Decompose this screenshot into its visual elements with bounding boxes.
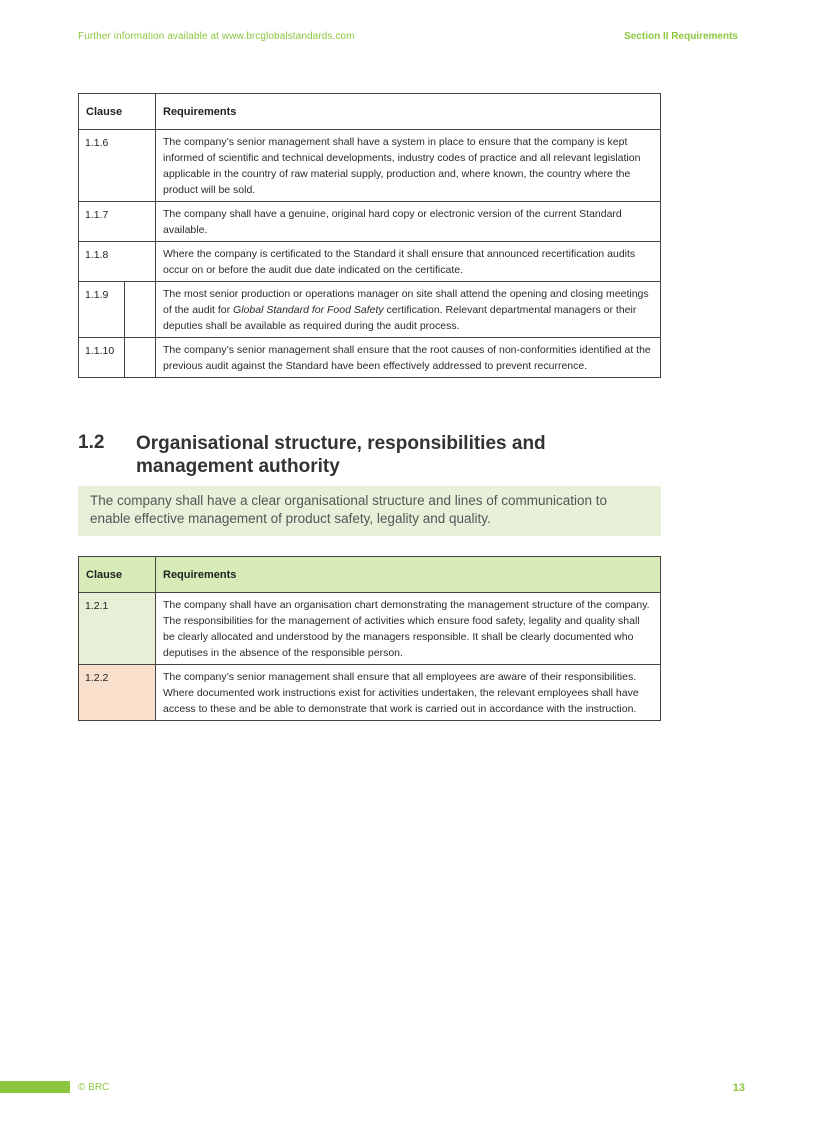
empty-cell: [125, 338, 156, 378]
requirement-text-part: The most senior production or operations manager on site shall attend the opening and closing meetings of the audit for: [163, 288, 649, 316]
requirement-text: The company’s senior management shall ensure that all employees are aware of their responsibilities. Where documented work instructions exist for activities undertaken, the relevant employees shall have access to these and be able to demonstrate that work is carried out in accordance with the instruction.: [156, 665, 661, 721]
requirements-header: Requirements: [156, 94, 661, 130]
clause-header: Clause: [79, 557, 156, 593]
clause-number: 1.1.9: [79, 282, 125, 338]
table-row: [79, 242, 661, 282]
clause-number: 1.1.8: [79, 242, 156, 282]
table-row: [79, 130, 661, 202]
table-row: [79, 665, 661, 721]
requirement-text: The company shall have a genuine, original hard copy or electronic version of the current Standard available.: [156, 202, 661, 242]
clause-number: 1.2.2: [79, 665, 156, 721]
requirement-text: The company shall have an organisation chart demonstrating the management structure of the company. The responsibilities for the management of activities which ensure food safety, legality and quality shall be clearly allocated and understood by the managers responsible. It shall be clearly documented who deputises in the absence of the responsible person.: [156, 593, 661, 665]
requirements-header: Requirements: [156, 557, 661, 593]
header-section: Section II Requirements: [624, 31, 738, 42]
section-title: Organisational structure, responsibilities and management authority: [136, 433, 546, 477]
requirement-text: The company’s senior management shall ensure that the root causes of non-conformities identified at the previous audit against the Standard have been effectively addressed to prevent recurrence.: [156, 338, 661, 378]
clause-number: 1.1.10: [79, 338, 125, 378]
requirement-text: The company’s senior management shall have a system in place to ensure that the company is kept informed of scientific and technical developments, industry codes of practice and all relevant legislation applicable in the country of raw material supply, production and, where known, the country where the product will be sold.: [156, 130, 661, 202]
clause-number: 1.1.6: [79, 130, 156, 202]
requirements-table-1: [78, 93, 661, 378]
table-row: [79, 282, 661, 338]
table-row: [79, 338, 661, 378]
page-number: 13: [732, 1082, 745, 1094]
requirements-table-2: [78, 556, 661, 721]
table-row: [79, 593, 661, 665]
table-row: [79, 202, 661, 242]
footer-copyright: © BRC: [78, 1082, 110, 1093]
requirement-text: [156, 282, 661, 338]
clause-header: Clause: [79, 94, 156, 130]
section-number: 1.2: [78, 432, 105, 453]
section-intro-statement: The company shall have a clear organisational structure and lines of communication to enable effective management of product safety, legality and quality.: [78, 486, 661, 536]
clause-number: 1.2.1: [79, 593, 156, 665]
header-website: Further information available at www.brcglobalstandards.com: [78, 31, 355, 42]
empty-cell: [125, 282, 156, 338]
table-header-row: [79, 94, 661, 130]
requirement-text: Where the company is certificated to the Standard it shall ensure that announced recertification audits occur on or before the audit due date indicated on the certificate.: [156, 242, 661, 282]
requirement-text-part: certification. Relevant departmental managers or their deputies shall be available as required during the audit process.: [163, 304, 637, 332]
clause-number: 1.1.7: [79, 202, 156, 242]
footer-accent-bar: [0, 1081, 70, 1093]
standard-title-italic: Global Standard for Food Safety: [233, 304, 384, 316]
table-header-row: [79, 557, 661, 593]
